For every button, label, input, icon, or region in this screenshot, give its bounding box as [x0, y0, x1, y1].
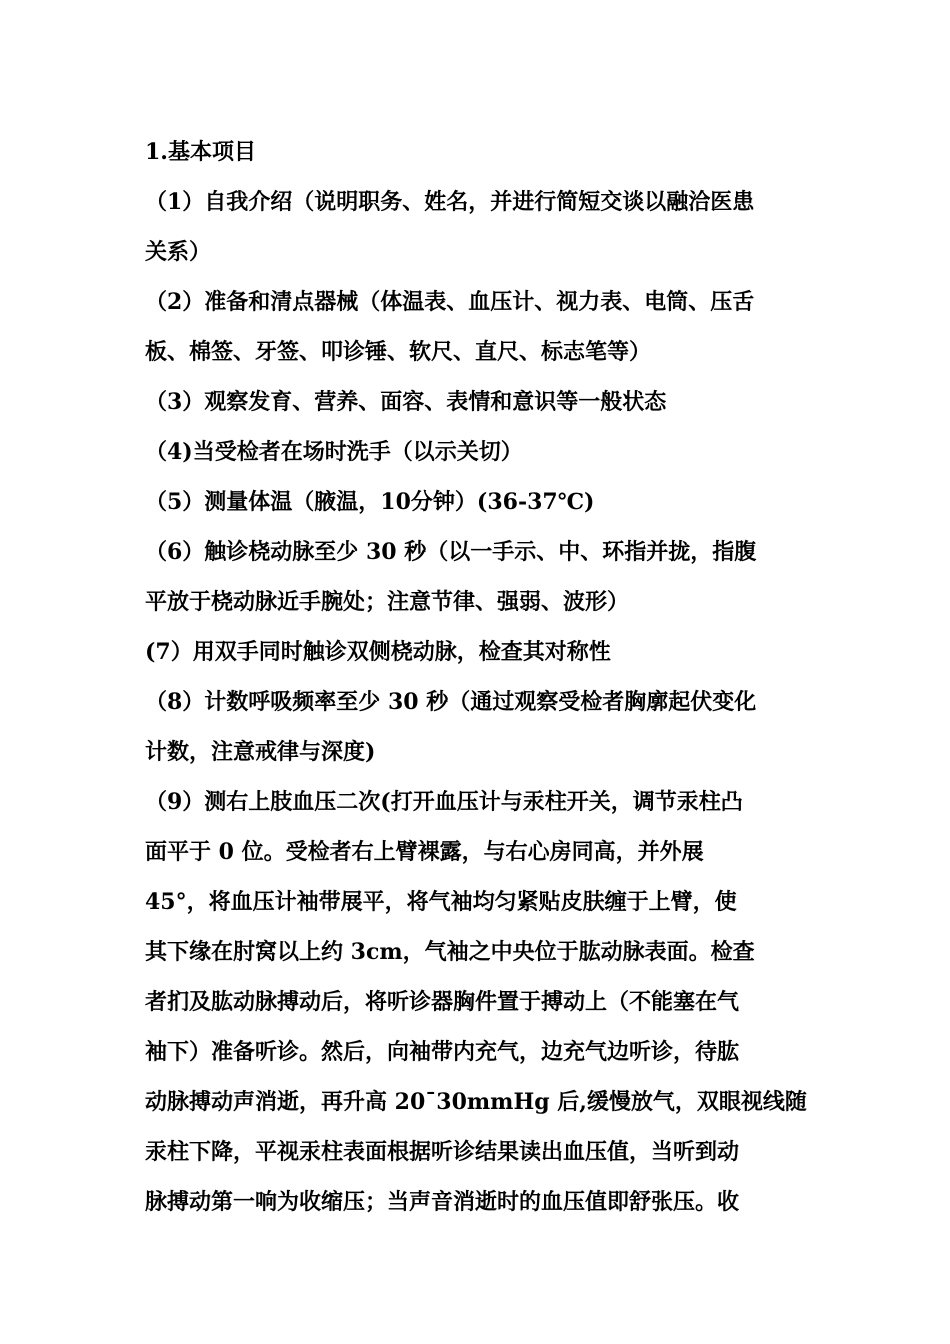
text-line: (7）用双手同时触诊双侧桡动脉，检查其对称性 [145, 639, 611, 665]
text-line: （3）观察发育、营养、面容、表情和意识等一般状态 [145, 389, 667, 415]
text-line: 动脉搏动声消逝，再升高 20¯30mmHg 后,缓慢放气，双眼视线随 [145, 1089, 807, 1115]
text-line: 面平于 0 位。受检者右上臂裸露，与右心房同高，并外展 [145, 839, 704, 865]
text-line: （4)当受检者在场时洗手（以示关切） [145, 439, 523, 465]
text-line: 平放于桡动脉近手腕处；注意节律、强弱、波形） [145, 589, 630, 615]
section-heading: 1.基本项目 [145, 139, 256, 165]
text-line: 脉搏动第一响为收缩压；当声音消逝时的血压值即舒张压。收 [145, 1189, 740, 1215]
text-line: 板、棉签、牙签、叩诊锤、软尺、直尺、标志笔等） [145, 339, 652, 365]
text-line: 袖下）准备听诊。然后，向袖带内充气，边充气边听诊，待肱 [145, 1039, 740, 1065]
text-line: 45°，将血压计袖带展平，将气袖均匀紧贴皮肤缠于上臂，使 [145, 889, 737, 915]
text-line: （5）测量体温（腋温，10分钟）(36-37℃) [145, 489, 595, 515]
text-line: 其下缘在肘窝以上约 3cm，气袖之中央位于肱动脉表面。检查 [145, 939, 755, 965]
text-line: （6）触诊桡动脉至少 30 秒（以一手示、中、环指并拢，指腹 [145, 539, 757, 565]
document-body [145, 127, 815, 1227]
text-line: 计数，注意戒律与深度) [145, 739, 376, 765]
text-line: 关系） [145, 239, 212, 265]
text-line: 汞柱下降，平视汞柱表面根据听诊结果读出血压值，当听到动 [145, 1139, 740, 1165]
text-line: （1）自我介绍（说明职务、姓名，并进行简短交谈以融洽医患 [145, 189, 755, 215]
text-line: 者扪及肱动脉搏动后，将听诊器胸件置于搏动上（不能塞在气 [145, 989, 740, 1015]
text-line: （9）测右上肢血压二次(打开血压计与汞柱开关，调节汞柱凸 [145, 789, 743, 815]
text-line: （2）准备和清点器械（体温表、血压计、视力表、电筒、压舌 [145, 289, 755, 315]
text-line: （8）计数呼吸频率至少 30 秒（通过观察受检者胸廓起伏变化 [145, 689, 757, 715]
